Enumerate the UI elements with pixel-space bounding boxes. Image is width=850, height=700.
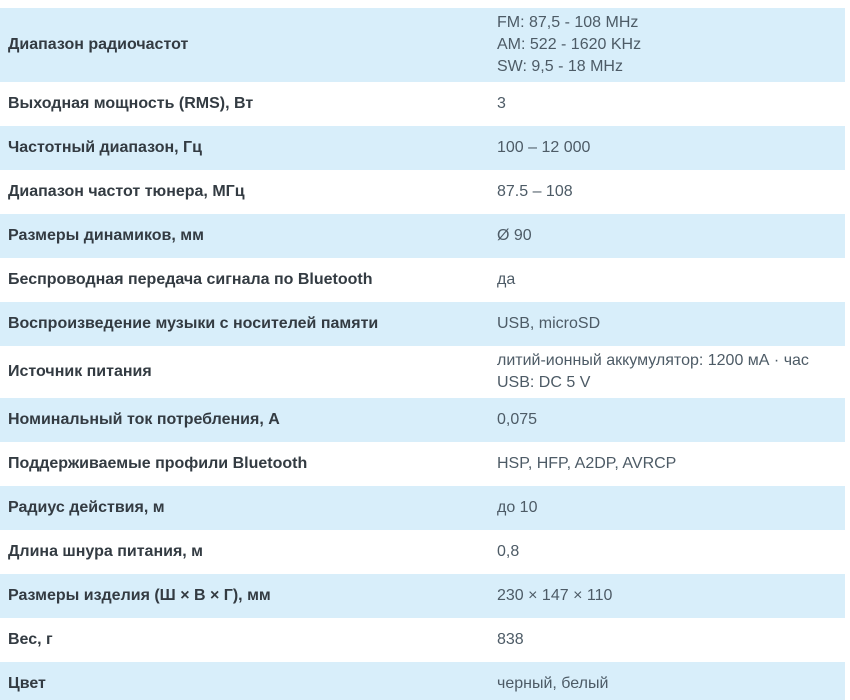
spec-value-line: USB, microSD bbox=[497, 315, 601, 332]
spec-label: Источник питания bbox=[8, 363, 152, 380]
spec-value bbox=[497, 269, 845, 291]
table-row bbox=[0, 302, 845, 346]
spec-label: Выходная мощность (RMS), Вт bbox=[8, 95, 254, 112]
table-row bbox=[0, 574, 845, 618]
spec-value-line: до 10 bbox=[497, 499, 538, 516]
spec-value bbox=[497, 181, 845, 203]
spec-label: Размеры изделия (Ш × В × Г), мм bbox=[8, 587, 271, 604]
spec-value bbox=[497, 313, 845, 335]
table-row bbox=[0, 8, 845, 82]
spec-value-line: литий-ионный аккумулятор: 1200 мА · час bbox=[497, 352, 809, 369]
spec-value-line: HSP, HFP, A2DP, AVRCP bbox=[497, 455, 677, 472]
spec-value-line: Ø 90 bbox=[497, 227, 532, 244]
spec-value bbox=[497, 350, 845, 394]
spec-label: Частотный диапазон, Гц bbox=[8, 139, 202, 156]
spec-value-line: 0,8 bbox=[497, 543, 520, 560]
table-row bbox=[0, 486, 845, 530]
spec-value-line: 3 bbox=[497, 95, 506, 112]
table-row bbox=[0, 82, 845, 126]
table-row bbox=[0, 126, 845, 170]
spec-label: Диапазон радиочастот bbox=[8, 36, 189, 53]
spec-value-line: черный, белый bbox=[497, 675, 609, 692]
spec-label: Радиус действия, м bbox=[8, 499, 165, 516]
spec-label: Диапазон частот тюнера, МГц bbox=[8, 183, 245, 200]
spec-label: Беспроводная передача сигнала по Bluetooth bbox=[8, 271, 373, 288]
spec-value bbox=[497, 629, 845, 651]
spec-value-line: да bbox=[497, 271, 516, 288]
spec-label: Воспроизведение музыки с носителей памяти bbox=[8, 315, 379, 332]
spec-value-line: 100 – 12 000 bbox=[497, 139, 591, 156]
table-row bbox=[0, 170, 845, 214]
spec-value bbox=[497, 137, 845, 159]
spec-value bbox=[497, 453, 845, 475]
spec-label: Размеры динамиков, мм bbox=[8, 227, 204, 244]
spec-label: Цвет bbox=[8, 675, 46, 692]
table-row bbox=[0, 618, 845, 662]
table-row bbox=[0, 662, 845, 700]
spec-value bbox=[497, 541, 845, 563]
spec-value-line: FM: 87,5 - 108 MHz bbox=[497, 14, 639, 31]
table-row bbox=[0, 530, 845, 574]
spec-value bbox=[497, 93, 845, 115]
spec-value bbox=[497, 497, 845, 519]
table-row bbox=[0, 258, 845, 302]
spec-value bbox=[497, 12, 845, 78]
table-row bbox=[0, 214, 845, 258]
spec-label: Вес, г bbox=[8, 631, 53, 648]
spec-label: Номинальный ток потребления, А bbox=[8, 411, 280, 428]
spec-value-line: 0,075 bbox=[497, 411, 538, 428]
spec-label: Длина шнура питания, м bbox=[8, 543, 204, 560]
spec-value bbox=[497, 673, 845, 695]
spec-label: Поддерживаемые профили Bluetooth bbox=[8, 455, 308, 472]
spec-value-line: AM: 522 - 1620 KHz bbox=[497, 36, 642, 53]
spec-value-line: 230 × 147 × 110 bbox=[497, 587, 613, 604]
spec-value-line: USB: DC 5 V bbox=[497, 374, 591, 391]
table-row bbox=[0, 442, 845, 486]
spec-value-line: SW: 9,5 - 18 MHz bbox=[497, 58, 623, 75]
spec-value bbox=[497, 225, 845, 247]
table-row bbox=[0, 398, 845, 442]
spec-value-line: 838 bbox=[497, 631, 524, 648]
spec-value-line: 87.5 – 108 bbox=[497, 183, 573, 200]
spec-value bbox=[497, 409, 845, 431]
spec-value bbox=[497, 585, 845, 607]
table-row bbox=[0, 346, 845, 398]
